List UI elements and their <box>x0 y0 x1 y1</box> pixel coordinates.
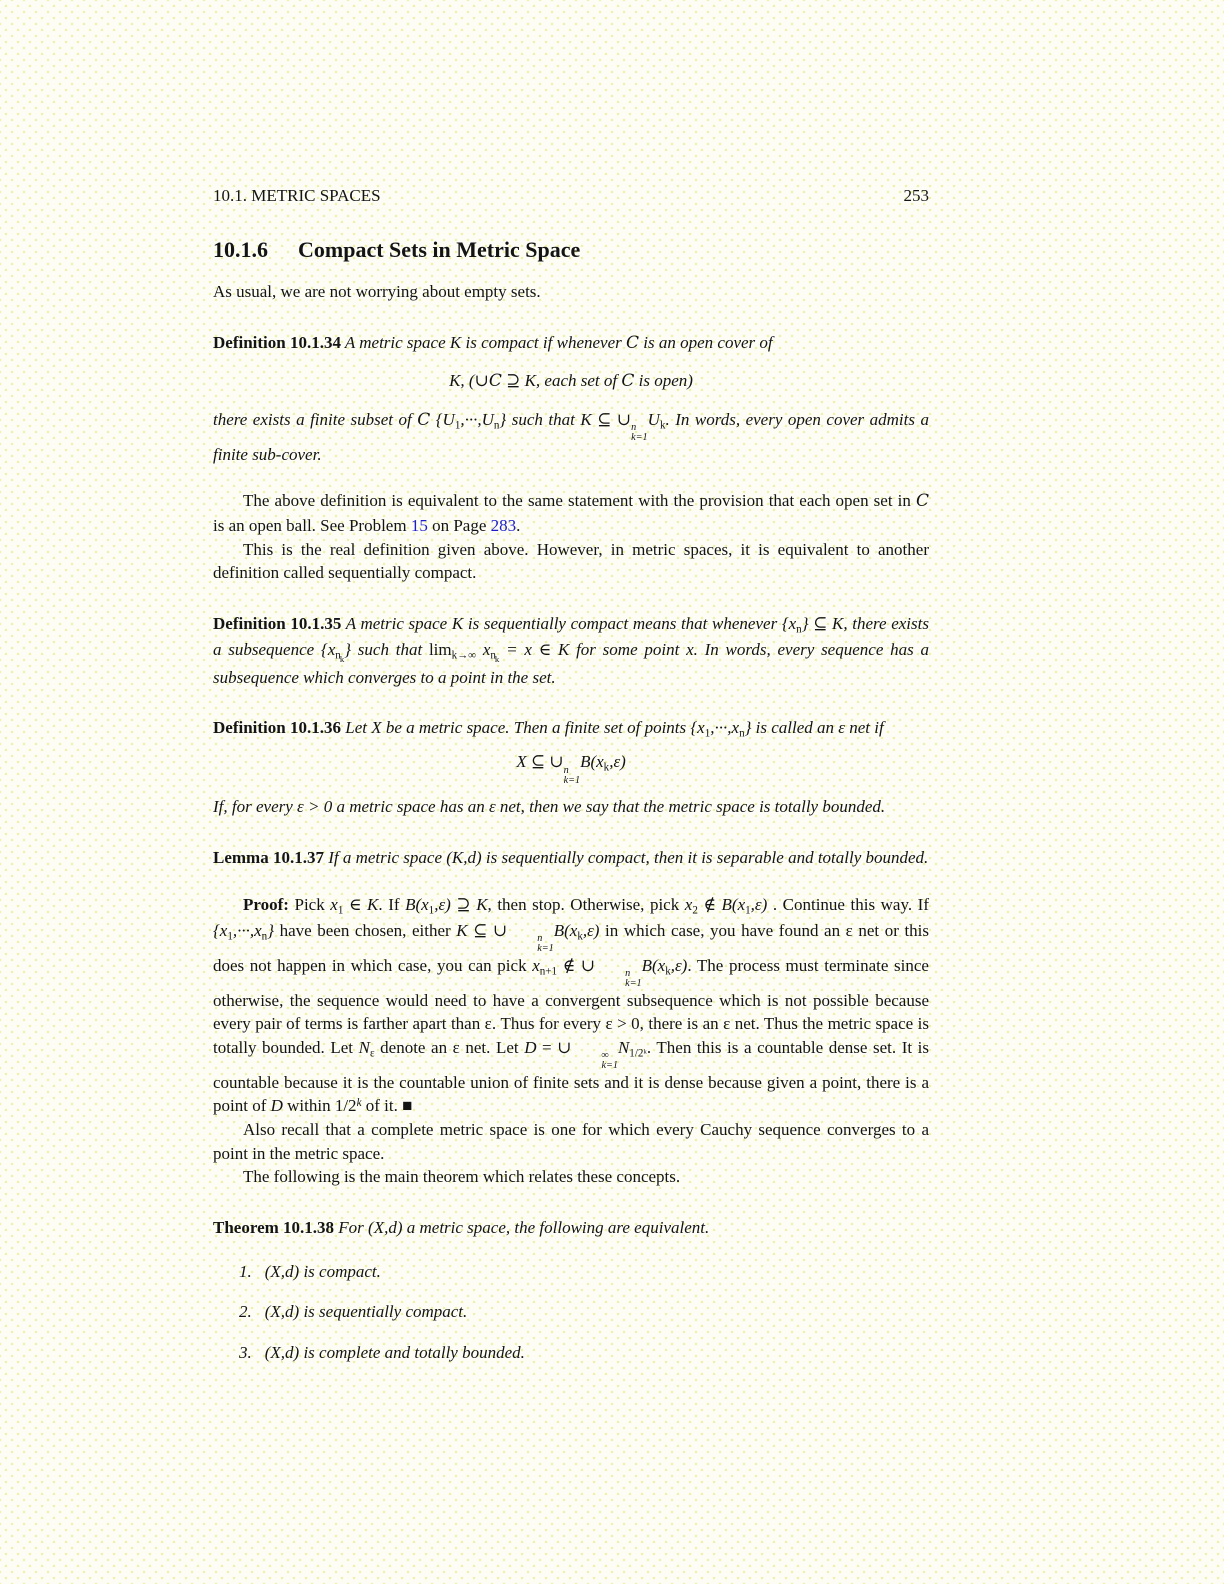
running-header-section: 10.1. METRIC SPACES <box>213 186 381 205</box>
item-text: (X,d) is complete and totally bounded. <box>264 1342 525 1362</box>
paragraph-main-theorem-intro: The following is the main theorem which relates these concepts. <box>243 1167 681 1187</box>
section-heading <box>213 237 929 263</box>
definition-10-1-35: Definition 10.1.35 A metric space K is sequentially compact means that whenever $\{x_n\}$ ⊆ K, there exists a subsequence $\{x_{nk}\}$ such that $\lim_{k\to\infty} x_{nk} = x$ ∈ K for some point x. In words, every sequence has a subsequence which converges to a point in the set. <box>213 613 930 687</box>
proof-paragraph: Proof: Pick $x_1$ ∈ K. If $B(x_1,\varepsilon)$ ⊇ K, then stop. Otherwise, pick $x_2$ ∉ $B(x_1,\varepsilon)$ . Continue this way. If $\{x_1,\cdot\cdot\cdot,x_n\}$ have been chosen, either K ⊆ ∪ n k=1 $B(x_k,\varepsilon)$ in which case, you have found an ε net or this does not happen in which case, you can pick $x_{n+1}$ ∉ ∪ n k=1 $B(x_k,\varepsilon)$. The process must terminate since otherwise, the sequence would need to have a convergent subsequence which is not possible because every pair of terms is farther apart than ε. Thus for every ε > 0, there is an ε net. Thus the metric space is totally bounded. Let $N_\varepsilon$ denote an ε net. Let D = ∪ ∞ k=1 $N_{1/2ᵏ}$. Then this is a countable dense set. It is countable because it is the countable union of finite sets and it is dense because given a point, there is a point of D within 1/2$^k$ of it. ■ <box>213 894 930 1116</box>
intro-paragraph: As usual, we are not worrying about empty sets. <box>213 282 541 301</box>
theorem-item-2 <box>239 1300 929 1324</box>
section-title: Compact Sets in Metric Space <box>298 237 581 262</box>
paragraph-complete-metric-space: Also recall that a complete metric space is one for which every Cauchy sequence converges to a point in the metric space. <box>213 1120 929 1163</box>
display-equation-open-cover: K, (∪C ⊇ K, each set of C is open) <box>449 371 693 392</box>
paragraph-real-definition: This is the real definition given above. However, in metric spaces, it is equivalent to another definition called sequentially compact. <box>213 539 929 583</box>
page-number: 253 <box>903 186 929 205</box>
item-number: 2. <box>239 1302 252 1322</box>
lemma-10-1-37: Lemma 10.1.37 If a metric space (K,d) is sequentially compact, then it is separable and totally bounded. <box>213 847 929 867</box>
section-number: 10.1.6 <box>213 237 268 262</box>
paragraph-equivalent-definition: The above definition is equivalent to the same statement with the provision that each open set in C is an open ball. See Problem 15 on Page 283. <box>213 491 929 536</box>
theorem-equivalence-list <box>213 1260 929 1365</box>
page-content <box>213 186 929 1381</box>
page-283-link[interactable]: 283 <box>490 516 517 536</box>
stacked-supsub: n k=1 <box>563 764 581 786</box>
problem-15-link[interactable]: 15 <box>410 516 428 536</box>
theorem-item-1 <box>239 1260 929 1284</box>
stacked-supsub: n k=1 <box>631 422 648 444</box>
definition-10-1-34-continued: there exists a finite subset of C $\{U_1,\cdot\cdot\cdot,U_n\}$ such that K ⊆ ∪ n k=1 $U_k$. In words, every open cover admits a finite sub-cover. <box>213 409 929 464</box>
stacked-supsub: n k=1 <box>537 933 554 954</box>
stacked-supsub: ∞ k=1 <box>601 1050 618 1072</box>
item-number: 1. <box>239 1261 252 1281</box>
stacked-supsub: n k=1 <box>625 968 642 989</box>
running-header <box>213 186 929 206</box>
item-number: 3. <box>239 1342 252 1362</box>
item-text: (X,d) is compact. <box>264 1261 381 1281</box>
definition-10-1-36: Definition 10.1.36 Let X be a metric space. Then a finite set of points $\{x_1,\cdot\cdot\cdot,x_n\}$ is called an ε net if <box>213 718 884 741</box>
definition-10-1-36-continued: If, for every ε > 0 a metric space has an ε net, then we say that the metric space is totally bounded. <box>213 797 886 817</box>
display-equation-epsilon-net: X ⊆ ∪ n k=1 $B(x_k,\varepsilon)$ <box>516 752 626 786</box>
theorem-10-1-38: Theorem 10.1.38 For (X,d) a metric space, the following are equivalent. <box>213 1217 710 1237</box>
definition-10-1-34: Definition 10.1.34 A metric space K is compact if whenever C is an open cover of <box>213 332 773 353</box>
item-text: (X,d) is sequentially compact. <box>264 1302 468 1322</box>
theorem-item-3 <box>239 1341 929 1365</box>
